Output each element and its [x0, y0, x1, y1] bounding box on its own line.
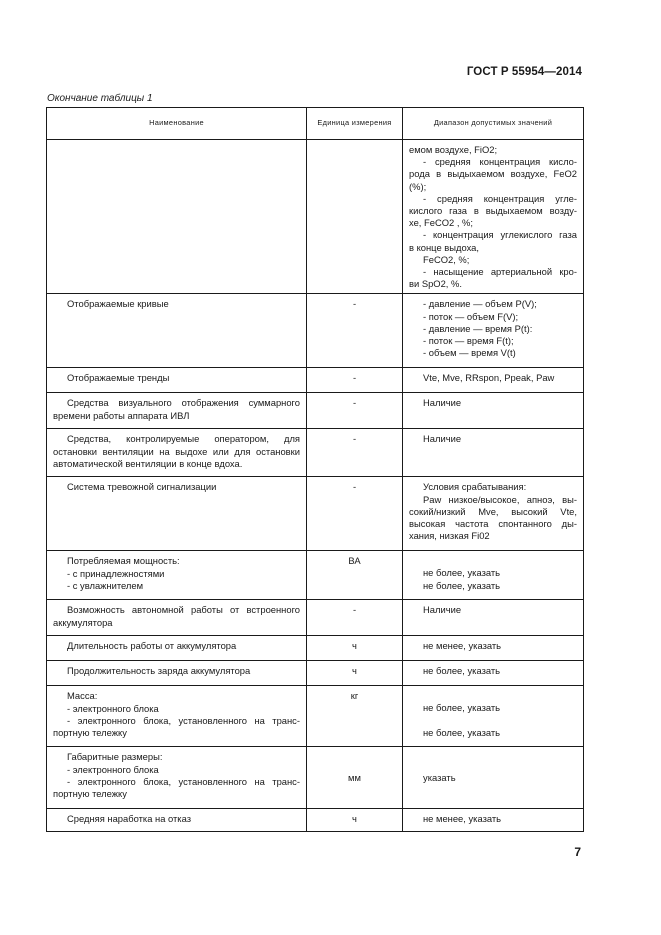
range-line: ви SpO2, %. — [409, 278, 462, 290]
range-line: Условия срабатывания: — [423, 481, 527, 493]
range-line: рода в выдыхаемом воздухе, FeO2 — [409, 168, 577, 180]
range-line: (%); — [409, 180, 427, 192]
specification-table — [46, 107, 584, 832]
name-line: Масса: — [67, 690, 98, 702]
table-header-row — [47, 108, 584, 140]
row-range-cell — [403, 393, 584, 429]
name-line: - электронного блока — [67, 702, 159, 714]
name-line: Отображаемые кривые — [67, 298, 169, 310]
range-line: в конце выдоха, — [409, 241, 479, 253]
range-line: не менее, указать — [423, 813, 502, 825]
range-line: - средняя концентрация кисло- — [423, 156, 577, 168]
name-line: - электронного блока, установленного на транс- — [67, 714, 300, 726]
range-line: - давление — время P(t): — [423, 322, 533, 334]
table-row — [47, 294, 584, 368]
table-row — [47, 551, 584, 600]
column-header-unit: Единица измерения — [307, 108, 403, 140]
table-caption: Окончание таблицы 1 — [47, 93, 153, 104]
column-header-name: Наименование — [47, 108, 307, 140]
table-row — [47, 429, 584, 477]
name-line: - с увлажнителем — [67, 579, 144, 591]
name-line: Длительность работы от аккумулятора — [67, 640, 237, 652]
table-row — [47, 661, 584, 686]
row-name-cell — [47, 551, 307, 600]
range-line: не более, указать — [423, 579, 501, 591]
row-unit-cell: ч — [307, 661, 403, 686]
name-line: Средства визуального отображения суммарного — [67, 397, 300, 409]
range-line: - объем — время V(t) — [423, 347, 516, 359]
name-line: Потребляемая мощность: — [67, 555, 180, 567]
row-range-cell — [403, 747, 584, 809]
range-line: - насыщение артериальной кро- — [423, 266, 577, 278]
name-line: Отображаемые тренды — [67, 372, 170, 384]
column-header-range: Диапазон допустимых значений — [403, 108, 584, 140]
page-number: 7 — [574, 845, 581, 859]
range-line: - средняя концентрация угле- — [423, 192, 577, 204]
range-line: Наличие — [423, 433, 462, 445]
name-line: портную тележку — [53, 788, 127, 800]
table-row — [47, 477, 584, 551]
row-name-cell — [47, 661, 307, 686]
row-range-cell — [403, 429, 584, 477]
row-range-cell — [403, 551, 584, 600]
row-name-cell — [47, 294, 307, 368]
name-line: Продолжительность заряда аккумулятора — [67, 665, 251, 677]
name-line: остановки вентиляции на выдохе или для остановки — [53, 445, 300, 457]
name-line: Возможность автономной работы от встроенного — [67, 604, 300, 616]
row-range-cell — [403, 661, 584, 686]
range-line: - поток — время F(t); — [423, 335, 514, 347]
row-unit-cell: ч — [307, 809, 403, 832]
row-range-cell — [403, 809, 584, 832]
range-line: Наличие — [423, 397, 462, 409]
table-row — [47, 809, 584, 832]
range-line: - поток — объем F(V); — [423, 310, 519, 322]
table-row — [47, 636, 584, 661]
range-line: Vte, Mve, RRspon, Ppeak, Paw — [423, 372, 555, 384]
name-line: Средства, контролируемые оператором, для — [67, 433, 300, 445]
row-name-cell — [47, 368, 307, 393]
name-line: - с принадлежностями — [67, 567, 165, 579]
row-unit-cell: - — [307, 368, 403, 393]
range-line: не более, указать — [423, 726, 501, 738]
table-row — [47, 368, 584, 393]
range-line: кислого газа в выдыхаемом возду- — [409, 205, 577, 217]
table-row — [47, 600, 584, 636]
range-line: не менее, указать — [423, 640, 502, 652]
name-line: Система тревожной сигнализации — [67, 481, 217, 493]
row-unit-cell — [307, 140, 403, 294]
name-line: портную тележку — [53, 727, 127, 739]
row-range-cell — [403, 294, 584, 368]
range-line: емом воздухе, FiO2; — [409, 144, 498, 155]
row-range-cell — [403, 140, 584, 294]
row-unit-cell: - — [307, 429, 403, 477]
row-range-cell — [403, 686, 584, 747]
range-line: не более, указать — [423, 567, 501, 579]
table-row — [47, 393, 584, 429]
range-line: сокий/низкий Mve, высокий Vte, — [409, 505, 577, 517]
name-line: Габаритные размеры: — [67, 751, 163, 763]
range-line: высокая частота спонтанного ды- — [409, 518, 577, 530]
row-unit-cell: - — [307, 294, 403, 368]
range-line: хе, FeCO2 , %; — [409, 217, 473, 229]
row-range-cell — [403, 477, 584, 551]
range-line: Наличие — [423, 604, 462, 616]
range-line: указать — [423, 772, 456, 784]
row-range-cell — [403, 600, 584, 636]
name-line: аккумулятора — [53, 616, 113, 628]
row-name-cell — [47, 809, 307, 832]
row-unit-cell: - — [307, 600, 403, 636]
row-unit-cell: ч — [307, 636, 403, 661]
document-standard-header: ГОСТ Р 55954—2014 — [466, 66, 582, 78]
name-line: Средняя наработка на отказ — [67, 813, 192, 825]
name-line: - электронного блока — [67, 763, 159, 775]
row-name-cell — [47, 140, 307, 294]
row-name-cell — [47, 636, 307, 661]
range-line: FeCO2, %; — [423, 253, 470, 265]
range-line: - концентрация углекислого газа — [423, 229, 577, 241]
row-name-cell — [47, 477, 307, 551]
row-range-cell — [403, 636, 584, 661]
range-line: - давление — объем P(V); — [423, 298, 537, 310]
range-line: Paw низкое/высокое, апноэ, вы- — [423, 493, 577, 505]
name-line: - электронного блока, установленного на транс- — [67, 775, 300, 787]
row-unit-cell: мм — [307, 747, 403, 809]
row-range-cell — [403, 368, 584, 393]
range-line: хания, низкая Fi02 — [409, 530, 490, 542]
table-row — [47, 686, 584, 747]
row-name-cell — [47, 393, 307, 429]
row-unit-cell: кг — [307, 686, 403, 747]
table-row — [47, 747, 584, 809]
row-unit-cell: - — [307, 393, 403, 429]
name-line: времени работы аппарата ИВЛ — [53, 409, 190, 421]
table-row — [47, 140, 584, 294]
row-name-cell — [47, 686, 307, 747]
row-name-cell — [47, 429, 307, 477]
row-name-cell — [47, 600, 307, 636]
range-line: не более, указать — [423, 702, 501, 714]
range-line: не более, указать — [423, 665, 501, 677]
row-unit-cell: ВА — [307, 551, 403, 600]
name-line: автоматической вентиляции в конце вдоха. — [53, 457, 243, 469]
row-unit-cell: - — [307, 477, 403, 551]
row-name-cell — [47, 747, 307, 809]
